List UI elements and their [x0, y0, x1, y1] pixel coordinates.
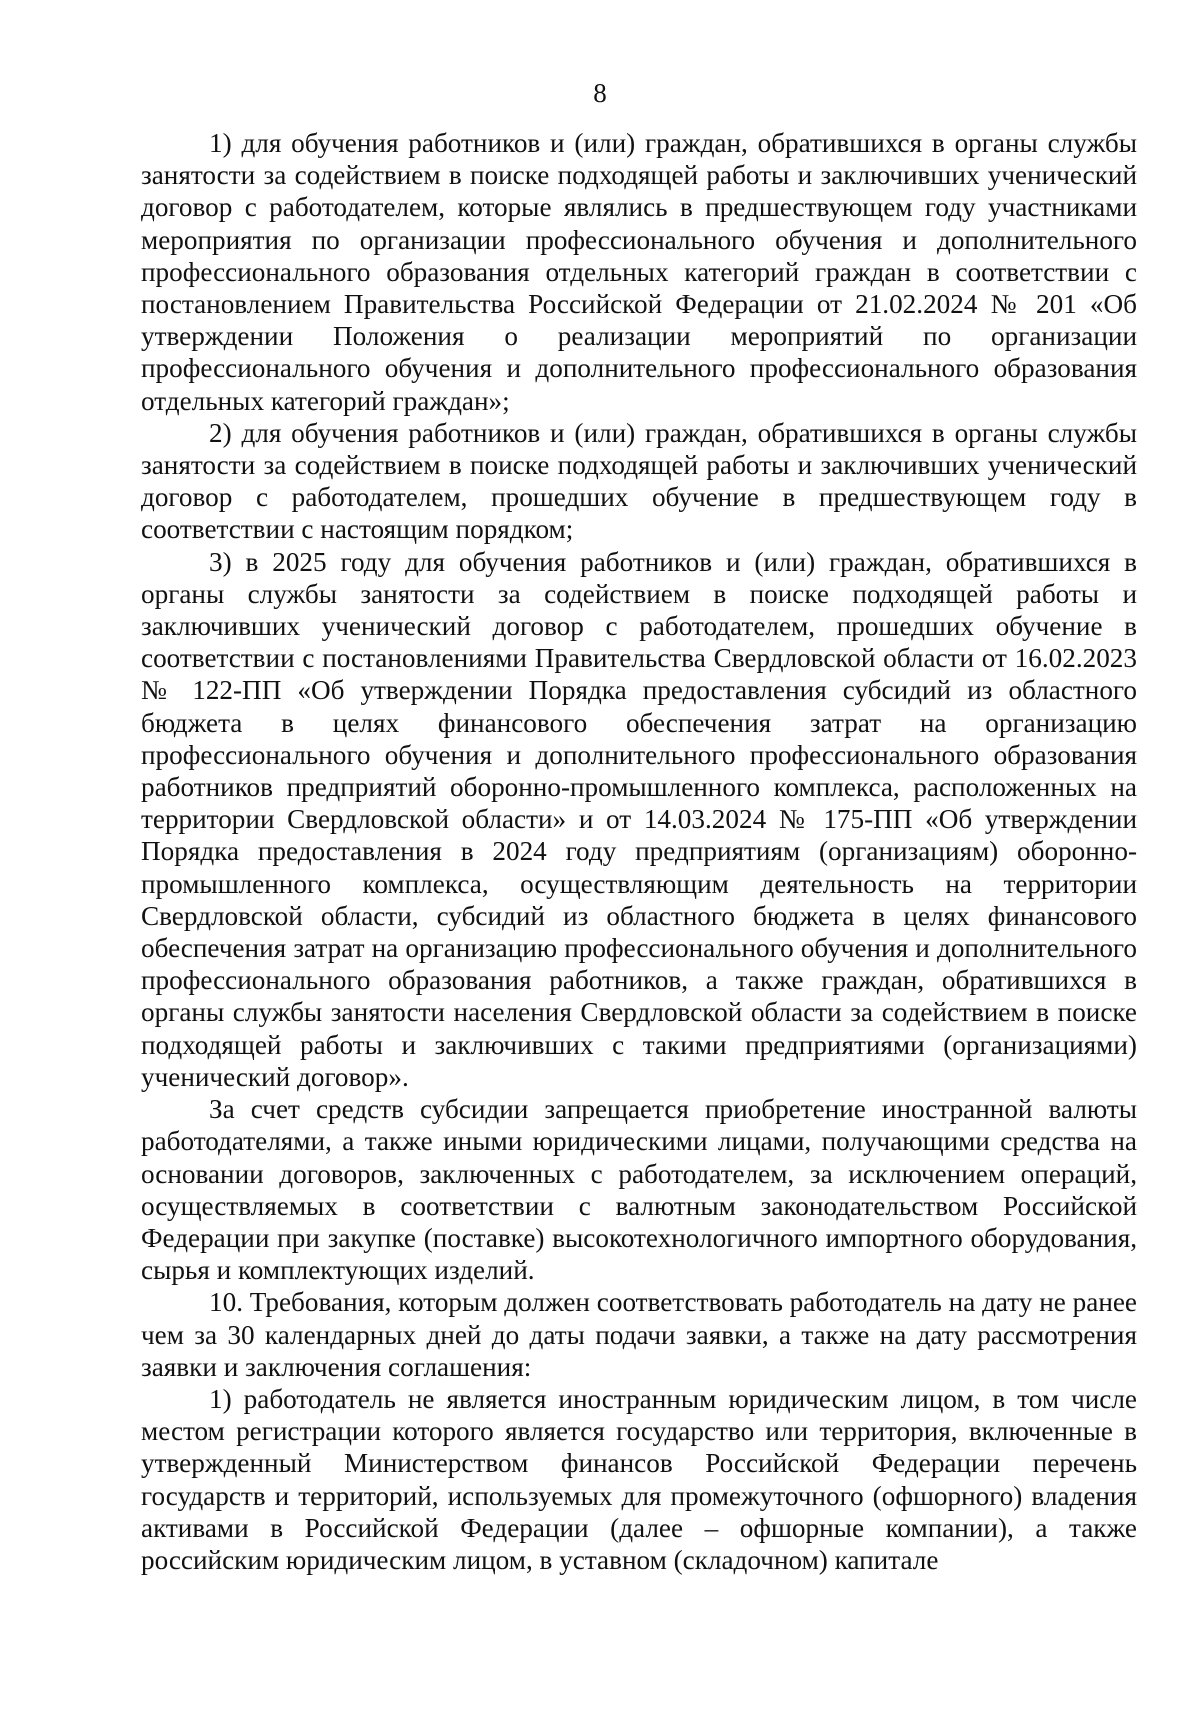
page-number: 8	[593, 78, 607, 108]
paragraph-currency-prohibition: За счет средств субсидии запрещается приобретение иностранной валюты работодателями, а также иными юридическими лицами, получающими средства на основании договоров, заключенных с работодателем, за исключением операций, осуществляемых в соответствии с валютным законодательством Российской Федерации при закупке (поставке) высокотехнологичного импортного оборудования, сырья и комплектующих изделий.	[141, 1094, 1137, 1286]
paragraph-item-2: 2) для обучения работников и (или) граждан, обратившихся в органы службы занятости за содействием в поиске подходящей работы и заключивших ученический договор с работодателем, прошедших обучение в предшествующем году в соответствии с настоящим порядком;	[141, 417, 1137, 545]
paragraph-section-10-item-1: 1) работодатель не является иностранным юридическим лицом, в том числе местом регистрации которого является государство или территория, включенные в утвержденный Министерством финансов Российской Федерации перечень государств и территорий, используемых для промежуточного (офшорного) владения активами в Российской Федерации (далее – офшорные компании), а также российским юридическим лицом, в уставном (складочном) капитале	[141, 1383, 1137, 1575]
paragraph-item-1: 1) для обучения работников и (или) граждан, обратившихся в органы службы занятости за содействием в поиске подходящей работы и заключивших ученический договор с работодателем, которые являлись в предшествующем году участниками мероприятия по организации профессионального обучения и дополнительного профессионального образования отдельных категорий граждан в соответствии с постановлением Правительства Российской Федерации от 21.02.2024 № 201 «Об утверждении Положения о реализации мероприятий по организации профессионального обучения и дополнительного профессионального образования отдельных категорий граждан»;	[141, 128, 1137, 416]
paragraph-section-10: 10. Требования, которым должен соответствовать работодатель на дату не ранее чем за 30 календарных дней до даты подачи заявки, а также на дату рассмотрения заявки и заключения соглашения:	[141, 1287, 1137, 1382]
document-body	[141, 127, 1137, 1576]
paragraph-item-3: 3) в 2025 году для обучения работников и (или) граждан, обратившихся в органы службы занятости за содействием в поиске подходящей работы и заключивших ученический договор с работодателем, прошедших обучение в соответствии с постановлениями Правительства Свердловской области от 16.02.2023 № 122-ПП «Об утверждении Порядка предоставления субсидий из областного бюджета в целях финансового обеспечения затрат на организацию профессионального обучения и дополнительного профессионального образования работников предприятий оборонно-промышленного комплекса, расположенных на территории Свердловской области» и от 14.03.2024 № 175-ПП «Об утверждении Порядка предоставления в 2024 году предприятиям (организациям) оборонно-промышленного комплекса, осуществляющим деятельность на территории Свердловской области, субсидий из областного бюджета в целях финансового обеспечения затрат на организацию профессионального обучения и дополнительного профессионального образования работников, а также граждан, обратившихся в органы службы занятости населения Свердловской области за содействием в поиске подходящей работы и заключивших с такими предприятиями (организациями) ученический договор».	[141, 546, 1137, 1092]
